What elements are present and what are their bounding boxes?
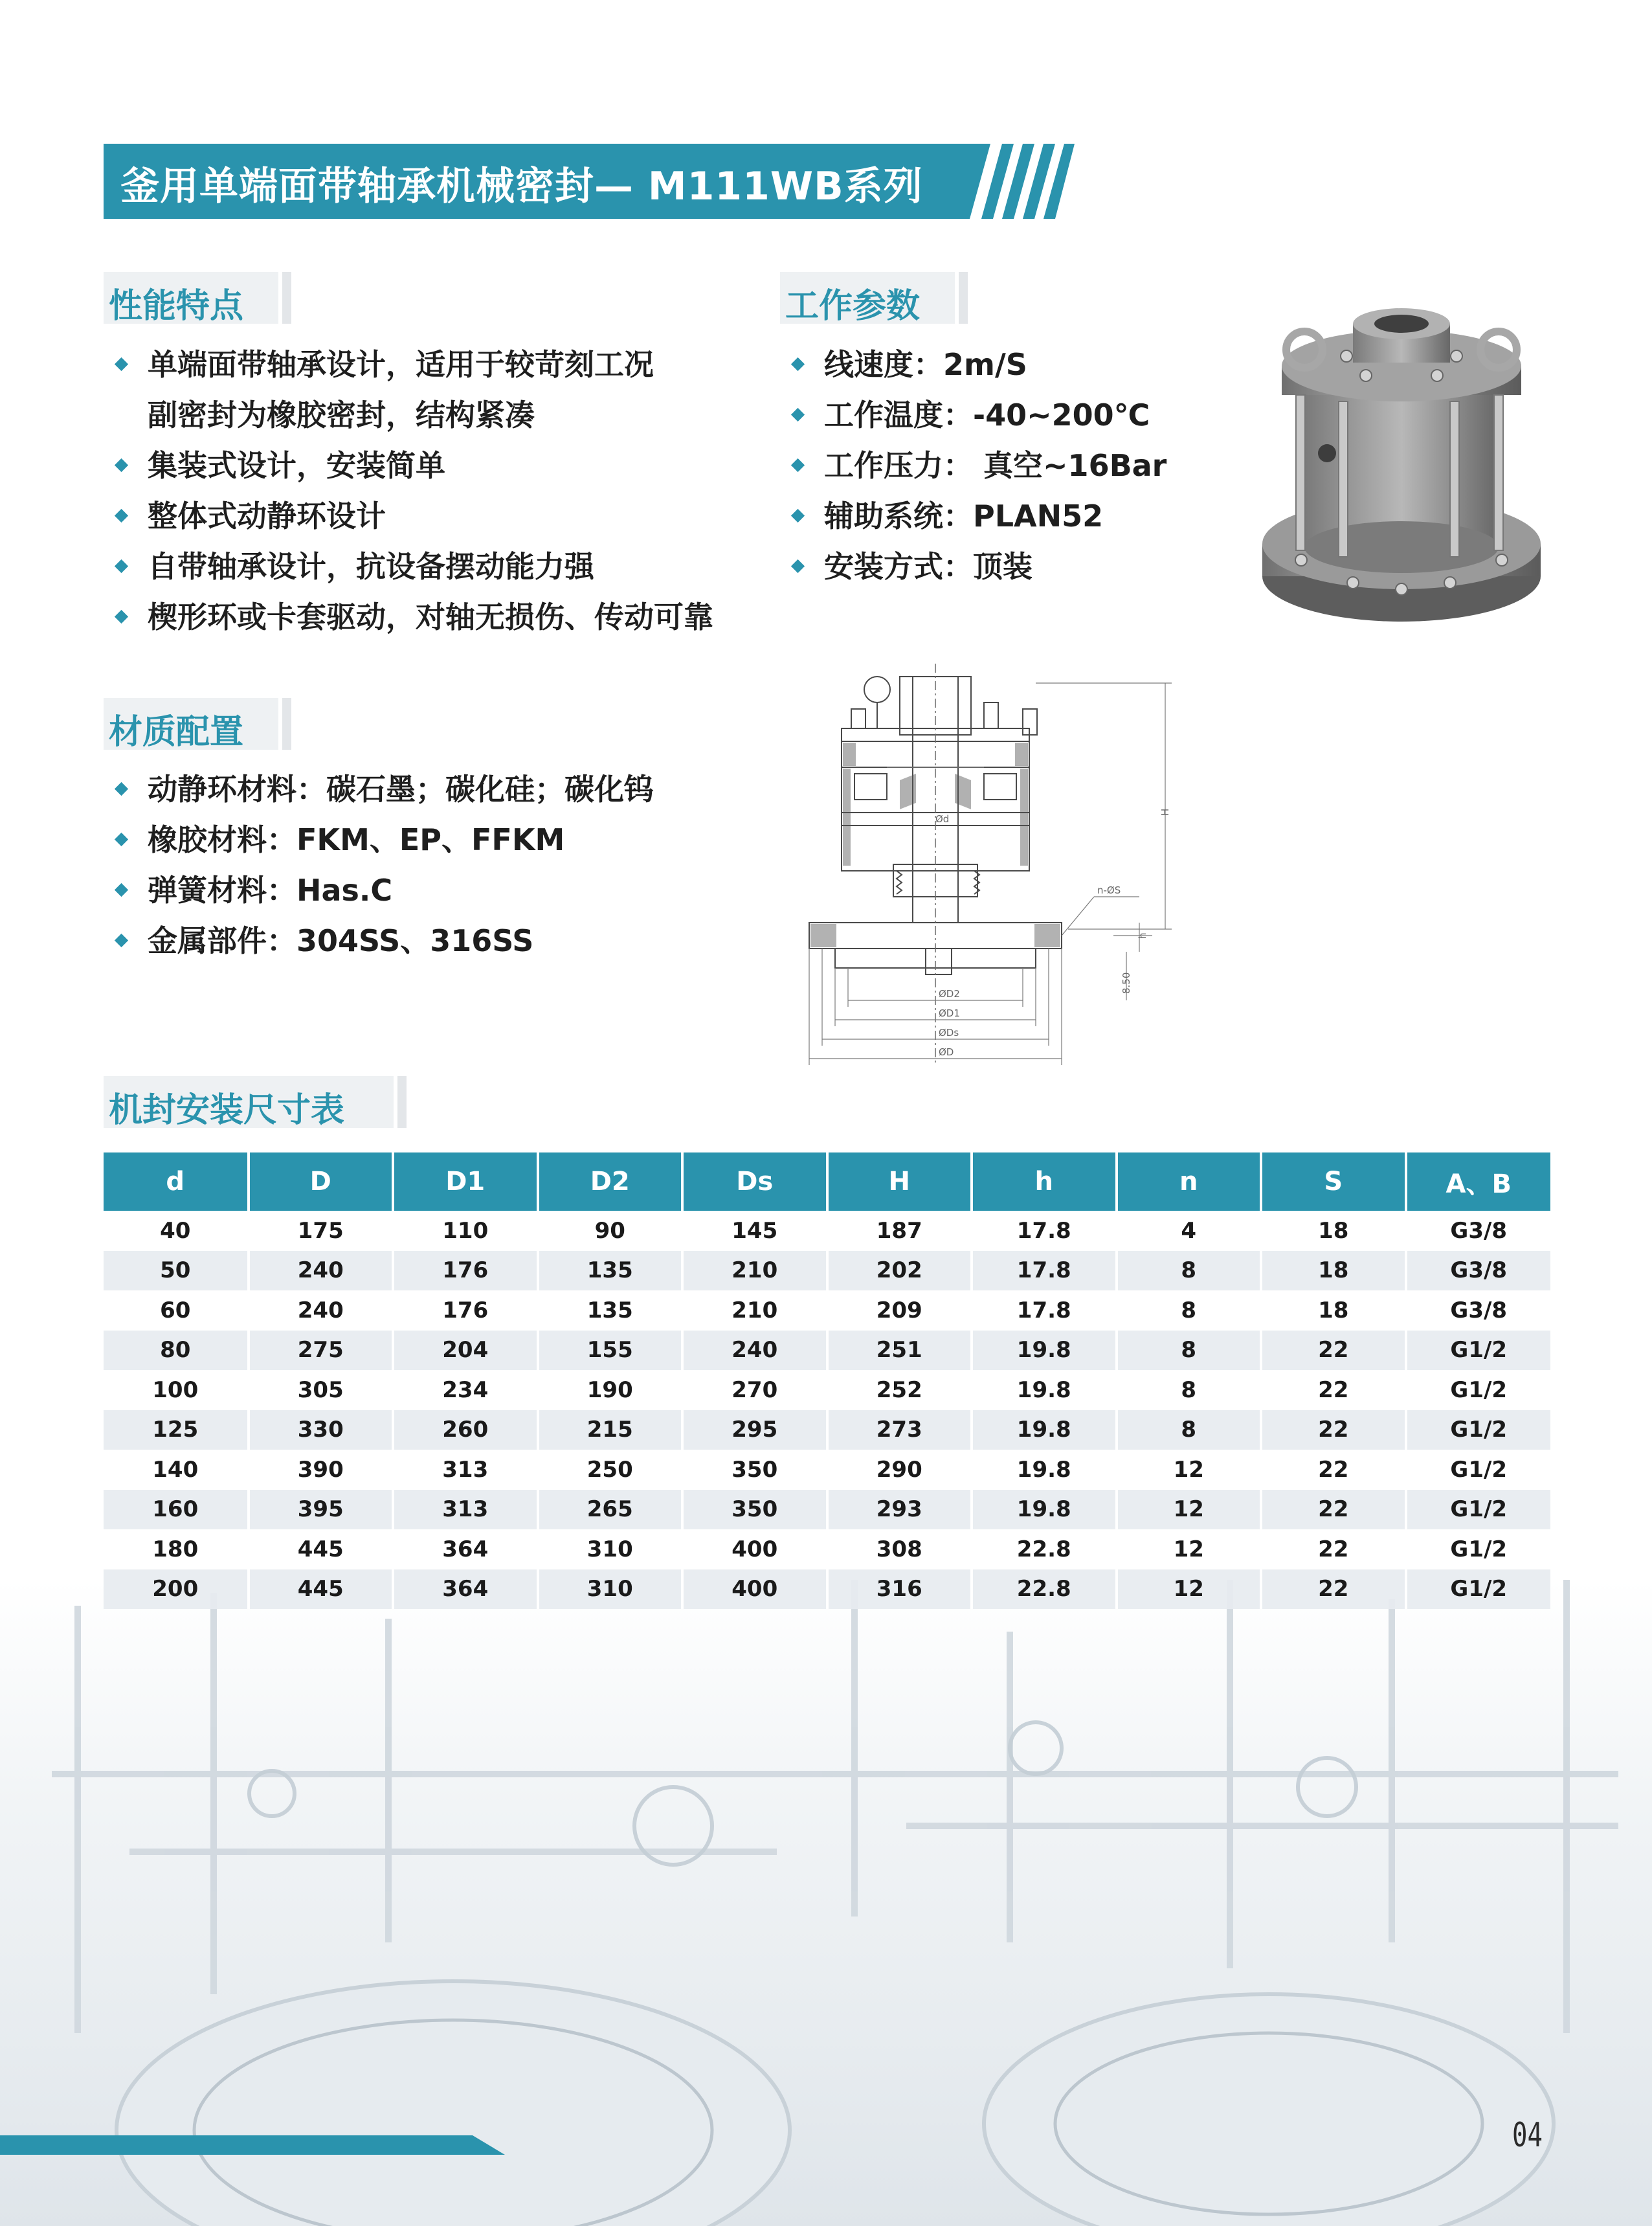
- product-photo: [1256, 304, 1560, 641]
- table-cell: 90: [538, 1211, 683, 1251]
- table-cell: G3/8: [1406, 1211, 1551, 1251]
- table-body: [104, 1211, 1550, 1609]
- factory-background-image: [0, 1580, 1652, 2226]
- table-cell: 240: [682, 1331, 827, 1371]
- table-row: [104, 1410, 1550, 1450]
- table-cell: 19.8: [972, 1410, 1117, 1450]
- table-cell: 190: [538, 1370, 683, 1410]
- table-cell: 22.8: [972, 1529, 1117, 1569]
- table-row: [104, 1450, 1550, 1490]
- diamond-bullet-icon: [115, 559, 128, 573]
- features-heading: [104, 272, 291, 324]
- table-cell: 176: [393, 1290, 538, 1331]
- column-header: H: [827, 1152, 972, 1211]
- material-item: 橡胶材料：FKM、EP、FFKM: [104, 815, 654, 865]
- table-row: [104, 1211, 1550, 1251]
- table-cell: 60: [104, 1290, 249, 1331]
- table-cell: 22: [1261, 1450, 1406, 1490]
- dimension-table: [104, 1152, 1550, 1609]
- table-cell: G1/2: [1406, 1410, 1551, 1450]
- feature-item: 集装式设计，安装简单: [104, 440, 713, 491]
- materials-heading: [104, 698, 291, 750]
- material-item: 金属部件：304SS、316SS: [104, 916, 654, 966]
- table-cell: 19.8: [972, 1331, 1117, 1371]
- column-header: Ds: [682, 1152, 827, 1211]
- column-header: D1: [393, 1152, 538, 1211]
- diamond-bullet-icon: [791, 458, 805, 472]
- table-cell: G1/2: [1406, 1331, 1551, 1371]
- page-title: 釜用单端面带轴承机械密封— M111WB系列: [120, 164, 923, 209]
- table-cell: 350: [682, 1450, 827, 1490]
- table-cell: 40: [104, 1211, 249, 1251]
- diamond-bullet-icon: [115, 782, 128, 796]
- table-cell: 18: [1261, 1211, 1406, 1251]
- label-H: H: [1159, 808, 1171, 816]
- table-cell: 293: [827, 1490, 972, 1530]
- label-Ds: ØDs: [939, 1027, 959, 1039]
- footer-band: [0, 2130, 518, 2169]
- table-cell: 445: [249, 1569, 394, 1610]
- table-row: [104, 1251, 1550, 1291]
- table-cell: 200: [104, 1569, 249, 1610]
- materials-list: [104, 764, 654, 966]
- table-cell: 8: [1117, 1290, 1262, 1331]
- table-cell: 234: [393, 1370, 538, 1410]
- label-d: Ød: [935, 813, 950, 825]
- table-cell: 240: [249, 1251, 394, 1291]
- table-cell: 313: [393, 1450, 538, 1490]
- table-cell: 275: [249, 1331, 394, 1371]
- label-gap: 8.50: [1121, 972, 1132, 994]
- label-D1: ØD1: [939, 1007, 960, 1019]
- diamond-bullet-icon: [791, 509, 805, 523]
- feature-item: 自带轴承设计，抗设备摆动能力强: [104, 541, 713, 592]
- table-cell: 445: [249, 1529, 394, 1569]
- diamond-bullet-icon: [115, 458, 128, 472]
- feature-item: 楔形环或卡套驱动，对轴无损伤、传动可靠: [104, 592, 713, 642]
- table-cell: G1/2: [1406, 1450, 1551, 1490]
- feature-item: 单端面带轴承设计，适用于较苛刻工况: [104, 339, 713, 390]
- table-cell: 135: [538, 1251, 683, 1291]
- table-cell: 110: [393, 1211, 538, 1251]
- label-nS: n-ØS: [1097, 884, 1121, 896]
- table-cell: 175: [249, 1211, 394, 1251]
- table-cell: 8: [1117, 1331, 1262, 1371]
- table-cell: 265: [538, 1490, 683, 1530]
- diamond-bullet-icon: [115, 357, 128, 371]
- param-item: 辅助系统：PLAN52: [780, 491, 1166, 541]
- table-cell: G3/8: [1406, 1290, 1551, 1331]
- table-cell: G1/2: [1406, 1569, 1551, 1610]
- material-item: 动静环材料：碳石墨；碳化硅；碳化钨: [104, 764, 654, 815]
- table-cell: 18: [1261, 1251, 1406, 1291]
- table-cell: 22: [1261, 1370, 1406, 1410]
- table-cell: 350: [682, 1490, 827, 1530]
- table-cell: G1/2: [1406, 1490, 1551, 1530]
- table-cell: 12: [1117, 1529, 1262, 1569]
- table-cell: 8: [1117, 1370, 1262, 1410]
- column-header: A、B: [1406, 1152, 1551, 1211]
- table-cell: 252: [827, 1370, 972, 1410]
- param-item: 安装方式：顶装: [780, 541, 1166, 592]
- table-cell: 273: [827, 1410, 972, 1450]
- table-cell: 8: [1117, 1410, 1262, 1450]
- column-header: d: [104, 1152, 249, 1211]
- table-row: [104, 1370, 1550, 1410]
- table-cell: 260: [393, 1410, 538, 1450]
- params-heading-text: 工作参数: [785, 287, 921, 326]
- table-cell: 22: [1261, 1410, 1406, 1450]
- params-list: [780, 339, 1166, 592]
- column-header: D2: [538, 1152, 683, 1211]
- table-cell: 310: [538, 1569, 683, 1610]
- table-cell: 400: [682, 1529, 827, 1569]
- diamond-bullet-icon: [791, 559, 805, 573]
- table-cell: 187: [827, 1211, 972, 1251]
- params-heading: [780, 272, 968, 324]
- table-cell: 140: [104, 1450, 249, 1490]
- table-cell: 313: [393, 1490, 538, 1530]
- table-cell: 250: [538, 1450, 683, 1490]
- table-cell: 400: [682, 1569, 827, 1610]
- table-cell: 310: [538, 1529, 683, 1569]
- table-cell: 50: [104, 1251, 249, 1291]
- table-cell: 8: [1117, 1251, 1262, 1291]
- table-cell: 125: [104, 1410, 249, 1450]
- table-cell: 290: [827, 1450, 972, 1490]
- column-header: n: [1117, 1152, 1262, 1211]
- table-cell: 22: [1261, 1490, 1406, 1530]
- param-item: 线速度：2m/S: [780, 339, 1166, 390]
- table-cell: 364: [393, 1529, 538, 1569]
- table-cell: 210: [682, 1290, 827, 1331]
- table-cell: 204: [393, 1331, 538, 1371]
- diamond-bullet-icon: [791, 408, 805, 422]
- table-cell: 12: [1117, 1450, 1262, 1490]
- table-row: [104, 1569, 1550, 1610]
- table-cell: 19.8: [972, 1490, 1117, 1530]
- title-bar: [104, 144, 1075, 219]
- diamond-bullet-icon: [115, 610, 128, 624]
- label-D2: ØD2: [939, 988, 960, 1000]
- table-cell: 240: [249, 1290, 394, 1331]
- table-cell: 17.8: [972, 1211, 1117, 1251]
- table-cell: 176: [393, 1251, 538, 1291]
- table-row: [104, 1290, 1550, 1331]
- param-item: 工作压力： 真空~16Bar: [780, 440, 1166, 491]
- table-cell: 395: [249, 1490, 394, 1530]
- table-cell: 12: [1117, 1569, 1262, 1610]
- table-cell: G1/2: [1406, 1529, 1551, 1569]
- table-cell: 19.8: [972, 1450, 1117, 1490]
- features-heading-text: 性能特点: [109, 287, 244, 326]
- table-cell: 215: [538, 1410, 683, 1450]
- table-cell: 155: [538, 1331, 683, 1371]
- diamond-bullet-icon: [115, 509, 128, 523]
- table-cell: 330: [249, 1410, 394, 1450]
- table-cell: 364: [393, 1569, 538, 1610]
- table-header-row: [104, 1152, 1550, 1211]
- table-cell: 80: [104, 1331, 249, 1371]
- table-cell: 4: [1117, 1211, 1262, 1251]
- column-header: h: [972, 1152, 1117, 1211]
- table-cell: 22.8: [972, 1569, 1117, 1610]
- feature-item: 整体式动静环设计: [104, 491, 713, 541]
- features-list: [104, 339, 713, 642]
- table-cell: 22: [1261, 1331, 1406, 1371]
- table-cell: 12: [1117, 1490, 1262, 1530]
- table-cell: 308: [827, 1529, 972, 1569]
- param-item: 工作温度：-40~200℃: [780, 390, 1166, 440]
- table-cell: 209: [827, 1290, 972, 1331]
- table-cell: G3/8: [1406, 1251, 1551, 1291]
- table-cell: 160: [104, 1490, 249, 1530]
- table-cell: 316: [827, 1569, 972, 1610]
- table-cell: 180: [104, 1529, 249, 1569]
- table-cell: 135: [538, 1290, 683, 1331]
- table-heading: [104, 1076, 408, 1128]
- table-cell: 17.8: [972, 1251, 1117, 1291]
- materials-heading-text: 材质配置: [109, 713, 244, 752]
- column-header: S: [1261, 1152, 1406, 1211]
- table-cell: 210: [682, 1251, 827, 1291]
- feature-item: 副密封为橡胶密封，结构紧凑: [148, 398, 535, 433]
- material-item: 弹簧材料：Has.C: [104, 865, 654, 916]
- table-row: [104, 1331, 1550, 1371]
- table-cell: 202: [827, 1251, 972, 1291]
- table-cell: 17.8: [972, 1290, 1117, 1331]
- technical-drawing: [803, 664, 1191, 1085]
- table-heading-text: 机封安装尺寸表: [109, 1091, 345, 1130]
- table-cell: 295: [682, 1410, 827, 1450]
- table-cell: 390: [249, 1450, 394, 1490]
- table-row: [104, 1529, 1550, 1569]
- diamond-bullet-icon: [115, 833, 128, 846]
- diamond-bullet-icon: [115, 934, 128, 947]
- label-D: ØD: [939, 1046, 954, 1058]
- table-cell: 18: [1261, 1290, 1406, 1331]
- diamond-bullet-icon: [791, 357, 805, 371]
- diamond-bullet-icon: [115, 883, 128, 897]
- table-row: [104, 1490, 1550, 1530]
- table-cell: 22: [1261, 1529, 1406, 1569]
- page-number: 04: [1512, 2116, 1543, 2155]
- table-cell: 22: [1261, 1569, 1406, 1610]
- table-cell: 145: [682, 1211, 827, 1251]
- column-header: D: [249, 1152, 394, 1211]
- label-h: h: [1137, 932, 1148, 939]
- table-cell: 19.8: [972, 1370, 1117, 1410]
- table-cell: 270: [682, 1370, 827, 1410]
- table-cell: 100: [104, 1370, 249, 1410]
- table-cell: G1/2: [1406, 1370, 1551, 1410]
- table-cell: 251: [827, 1331, 972, 1371]
- table-cell: 305: [249, 1370, 394, 1410]
